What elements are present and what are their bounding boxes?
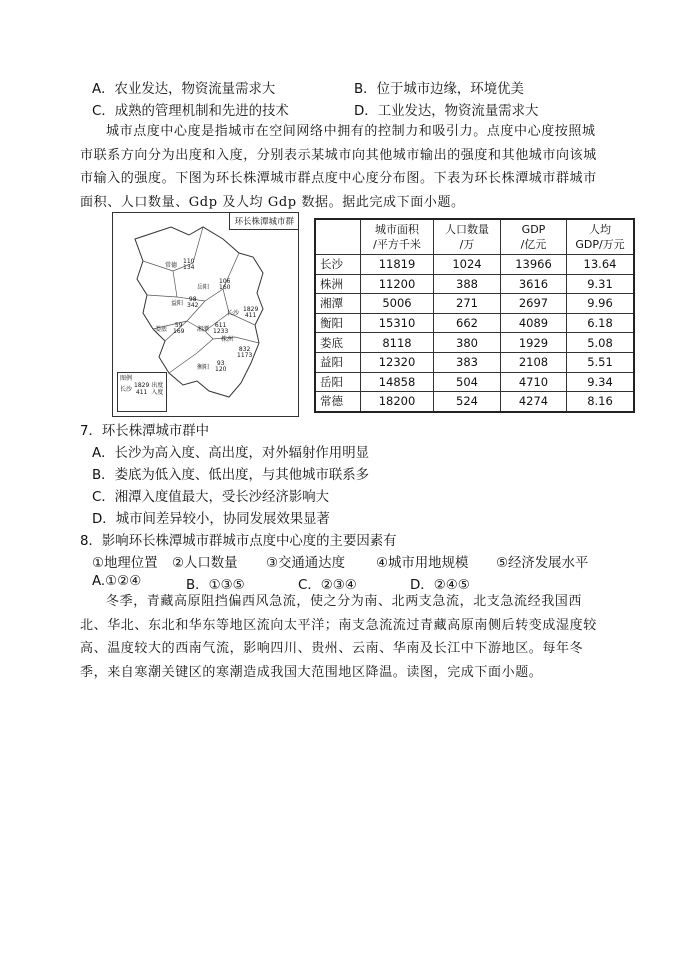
- table-row: [315, 372, 634, 392]
- map-city-changde: 常德: [165, 262, 178, 269]
- table-cell: 5.51: [567, 352, 635, 372]
- table-cell: 12320: [361, 352, 434, 372]
- q8-factor: ⑤经济发展水平: [496, 556, 589, 571]
- table-cell: 524: [434, 392, 501, 412]
- map-legend: [117, 372, 167, 412]
- city-data-table: [314, 218, 635, 413]
- intro-line: 面积、人口数量、Gdp 及人均 Gdp 数据。据此完成下面小题。: [80, 194, 465, 210]
- option-d: D．工业发达，物资流量需求大: [354, 104, 539, 119]
- intro-line: 市联系方向分为出度和入度，分别表示某城市向其他城市输出的强度和其他城市向该城: [80, 147, 597, 163]
- table-cell: 5.08: [567, 333, 635, 353]
- map-city-zhuzhou-values: 832 1173: [237, 346, 253, 359]
- map-city-changde-values: 110 134: [183, 258, 195, 271]
- table-cell: 15310: [361, 313, 434, 333]
- table-cell: 衡阳: [315, 313, 361, 333]
- table-cell: 1929: [501, 333, 567, 353]
- q7-stem: 7．环长株潭城市群中: [80, 424, 210, 439]
- map-city-yiyang: 益阳: [171, 300, 184, 307]
- table-cell: 18200: [361, 392, 434, 412]
- table-cell: 益阳: [315, 352, 361, 372]
- table-row: [315, 294, 634, 314]
- map-city-yiyang-values: 98 342: [187, 296, 199, 309]
- city-cluster-map: [112, 212, 299, 417]
- map-city-loudi-values: 59 169: [173, 322, 185, 335]
- table-row: [315, 313, 634, 333]
- table-cell: 9.96: [567, 294, 635, 314]
- table-cell: 6.18: [567, 313, 635, 333]
- table-cell: 湘潭: [315, 294, 361, 314]
- table-row: [315, 274, 634, 294]
- table-cell: 14858: [361, 372, 434, 392]
- table-cell: 388: [434, 274, 501, 294]
- table-header-cell: 人口数量 /万: [434, 219, 501, 255]
- table-row: [315, 333, 634, 353]
- winter-line: 冬季，青藏高原阻挡偏西风急流，使之分为南、北两支急流，北支急流经我国西: [106, 594, 583, 609]
- table-header-cell: [315, 219, 361, 255]
- q8-option-d: D．②④⑤: [410, 578, 470, 593]
- table-cell: 1024: [434, 255, 501, 275]
- table-cell: 9.31: [567, 274, 635, 294]
- table-header-cell: GDP /亿元: [501, 219, 567, 255]
- option-c: C．成熟的管理机制和先进的技术: [92, 104, 289, 119]
- q8-factor: ③交通通达度: [266, 556, 345, 571]
- legend-body: [120, 382, 164, 396]
- q7-option-a: A．长沙为高入度、高出度，对外辐射作用明显: [92, 446, 369, 461]
- table-cell: 11200: [361, 274, 434, 294]
- table-cell: 常德: [315, 392, 361, 412]
- intro-paragraph: [80, 120, 620, 214]
- winter-line: 高、温度较大的西南气流，影响四川、贵州、云南、华南及长江中下游地区。每年冬: [80, 641, 584, 656]
- table-cell: 662: [434, 313, 501, 333]
- table-header-cell: 人均 GDP/万元: [567, 219, 635, 255]
- map-city-xiangtan: 湘潭: [197, 326, 210, 333]
- map-city-xiangtan-values: 611 1233: [213, 322, 229, 335]
- q8-factor: ②人口数量: [172, 556, 238, 571]
- table-cell: 13966: [501, 255, 567, 275]
- q7-option-b: B．娄底为低入度、低出度，与其他城市联系多: [92, 468, 369, 483]
- table-row: [315, 255, 634, 275]
- table-cell: 娄底: [315, 333, 361, 353]
- option-b: B．位于城市边缘，环境优美: [354, 82, 524, 97]
- map-city-yueyang-values: 106 160: [219, 278, 231, 291]
- legend-title: 图例: [120, 375, 133, 382]
- table-cell: 岳阳: [315, 372, 361, 392]
- map-city-loudi: 娄底: [155, 326, 168, 333]
- table-cell: 4274: [501, 392, 567, 412]
- table-cell: 4089: [501, 313, 567, 333]
- intro-line: 市输入的强度。下图为环长株潭城市群点度中心度分布图。下表为环长株潭城市群城市: [80, 171, 597, 186]
- table-cell: 380: [434, 333, 501, 353]
- legend-values: 1829 411: [134, 382, 150, 396]
- legend-labels: 出度 入度: [151, 382, 164, 396]
- legend-city: 长沙: [120, 385, 133, 393]
- table-cell: 2697: [501, 294, 567, 314]
- table-cell: 9.34: [567, 372, 635, 392]
- map-city-zhuzhou: 株洲: [221, 336, 234, 343]
- q7-option-d: D．城市间差异较小，协同发展效果显著: [92, 512, 330, 527]
- table-cell: 长沙: [315, 255, 361, 275]
- table-row: [315, 352, 634, 372]
- map-title: 环长株潭城市群: [229, 213, 298, 230]
- table-cell: 504: [434, 372, 501, 392]
- option-a: A．农业发达，物资流量需求大: [92, 82, 276, 97]
- q8-factor: ①地理位置: [92, 556, 158, 571]
- map-city-changsha-values: 1829 411: [243, 306, 259, 319]
- q8-stem: 8．影响环长株潭城市群城市点度中心度的主要因素有: [80, 534, 397, 549]
- table-cell: 2108: [501, 352, 567, 372]
- q8-option-c: C．②③④: [298, 578, 357, 593]
- table-cell: 株洲: [315, 274, 361, 294]
- map-city-hengyang-values: 93 120: [215, 360, 227, 373]
- winter-line: 季，来自寒潮关键区的寒潮造成我国大范围地区降温。读图，完成下面小题。: [80, 664, 543, 680]
- table-cell: 5006: [361, 294, 434, 314]
- table-cell: 11819: [361, 255, 434, 275]
- table-cell: 271: [434, 294, 501, 314]
- map-city-hengyang: 衡阳: [197, 364, 210, 371]
- table-cell: 13.64: [567, 255, 635, 275]
- q8-factor: ④城市用地规模: [376, 556, 469, 571]
- table-row: [315, 392, 634, 412]
- table-cell: 3616: [501, 274, 567, 294]
- table-cell: 383: [434, 352, 501, 372]
- table-header-row: [315, 219, 634, 255]
- table-cell: 8118: [361, 333, 434, 353]
- q8-option-a: A.①②④: [92, 574, 142, 589]
- map-city-yueyang: 岳阳: [197, 284, 210, 291]
- table-cell: 8.16: [567, 392, 635, 412]
- table-cell: 4710: [501, 372, 567, 392]
- q8-option-b: B．①③⑤: [186, 578, 245, 593]
- table-header-cell: 城市面积 /平方千米: [361, 219, 434, 255]
- map-city-changsha: 长沙: [227, 310, 240, 317]
- winter-line: 北、华北、东北和华东等地区流向太平洋；南支急流流过青藏高原南侧后转变成湿度较: [80, 617, 597, 633]
- q7-option-c: C．湘潭入度值最大，受长沙经济影响大: [92, 490, 329, 505]
- winter-paragraph: [80, 590, 620, 684]
- intro-line: 城市点度中心度是指城市在空间网络中拥有的控制力和吸引力。点度中心度按照城: [106, 124, 596, 139]
